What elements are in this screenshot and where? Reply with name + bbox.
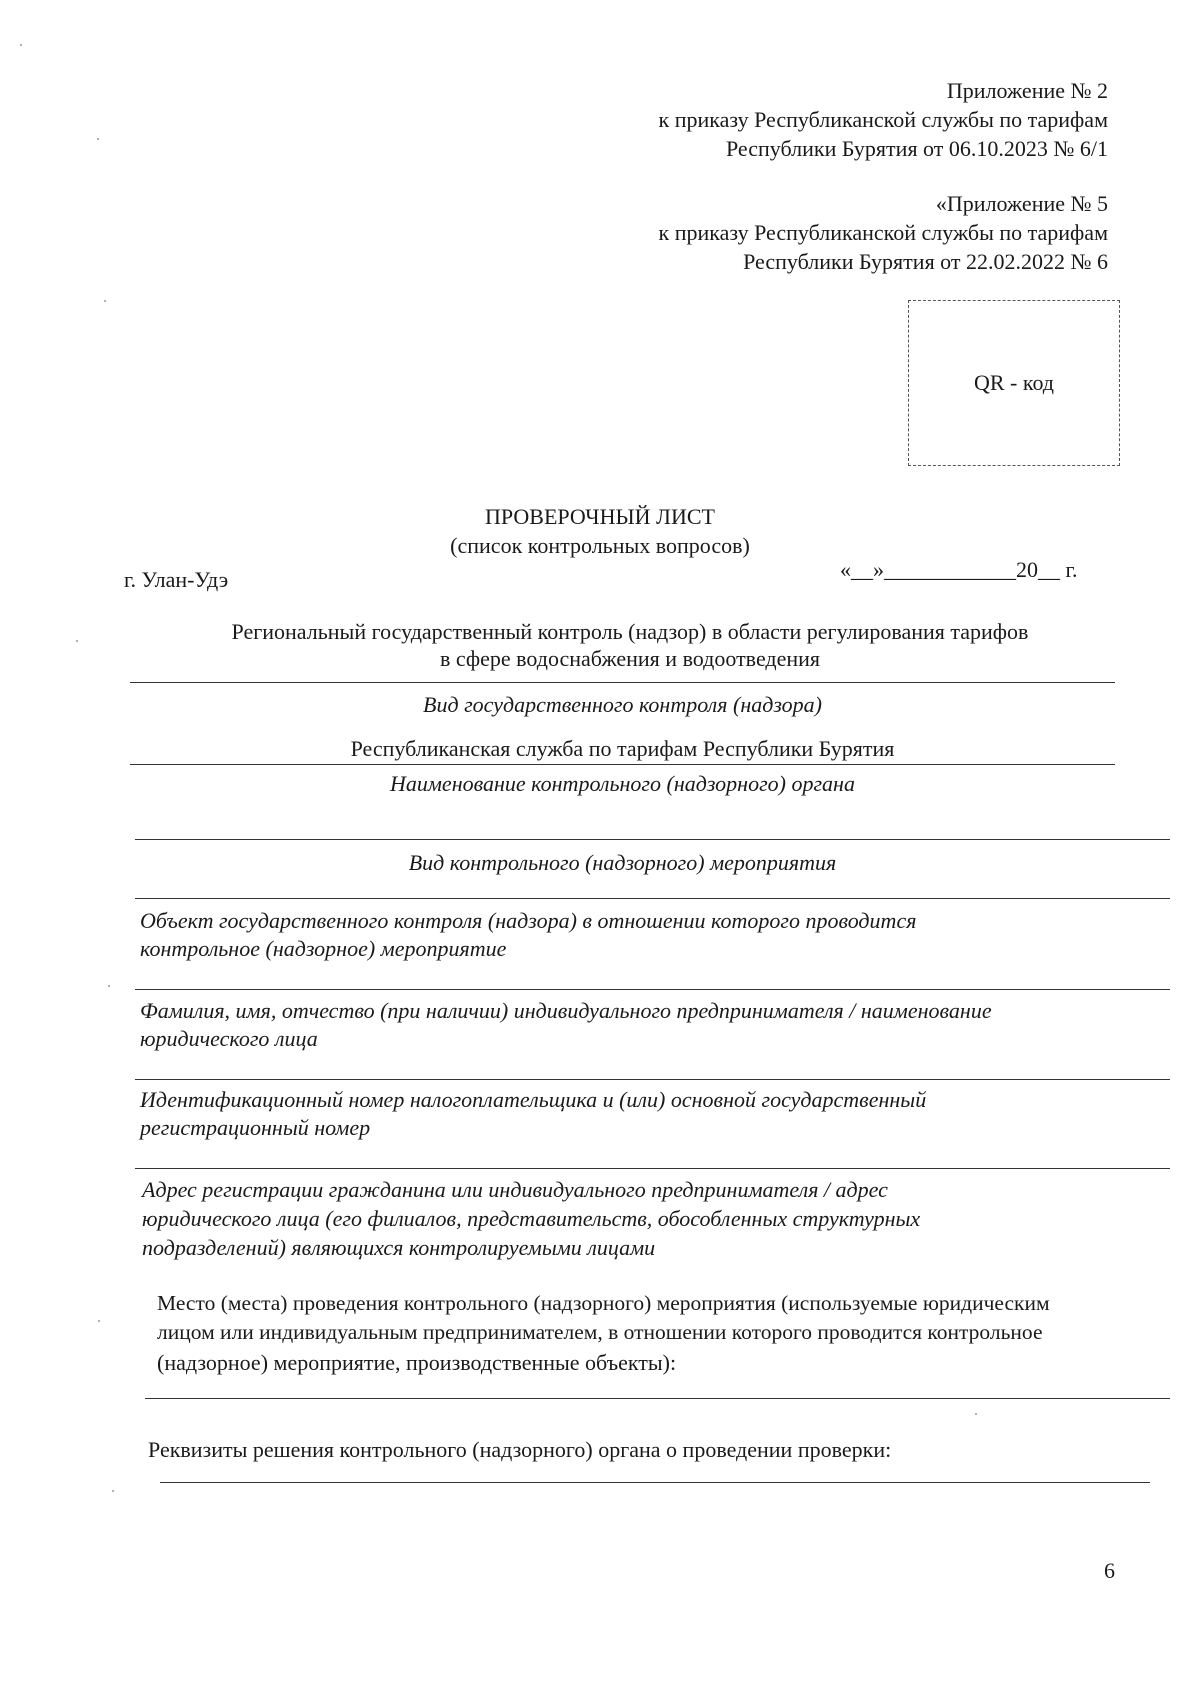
header-2-line-3: Республики Бурятия от 22.02.2022 № 6 xyxy=(743,249,1108,274)
scan-speck xyxy=(108,985,110,987)
object-caption-line-2: контрольное (надзорное) мероприятие xyxy=(140,936,507,961)
address-underline xyxy=(135,1168,1170,1169)
document-title: ПРОВЕРОЧНЫЙ ЛИСТ xyxy=(485,504,715,529)
authority-underline xyxy=(130,764,1115,765)
control-type-line-2: в сфере водоснабжения и водоотведения xyxy=(439,646,821,671)
place-line-1: Место (места) проведения контрольного (надзорного) мероприятия (используемые юридическим xyxy=(157,1291,1050,1315)
scan-speck xyxy=(97,138,99,140)
header-1-line-1: Приложение № 2 xyxy=(946,78,1108,103)
address-caption-line-3: подразделений) являющихся контролируемыми лицами xyxy=(142,1235,656,1260)
place-underline xyxy=(145,1398,1170,1399)
header-2-line-1: «Приложение № 5 xyxy=(935,191,1108,216)
control-type-line-1: Региональный государственный контроль (надзор) в области регулирования тарифов xyxy=(231,619,1029,644)
authority-name: Республиканская служба по тарифам Республики Бурятия xyxy=(350,736,895,761)
header-2-line-2: к приказу Республиканской службы по тарифам xyxy=(658,220,1108,245)
scan-speck xyxy=(104,300,106,302)
page-number: 6 xyxy=(1104,1558,1115,1583)
event-type-caption: Вид контрольного (надзорного) мероприятия xyxy=(408,850,837,875)
place-line-3: (надзорное) мероприятие, производственные объекты): xyxy=(157,1350,677,1375)
header-appendix-2 xyxy=(659,76,1108,163)
date-field: «__»____________20__ г. xyxy=(840,557,1078,582)
header-1-line-2: к приказу Республиканской службы по тарифам xyxy=(658,107,1108,132)
scan-speck xyxy=(975,1413,977,1415)
scan-speck xyxy=(112,1490,114,1492)
place-line-2: лицом или индивидуальным предпринимателем, в отношении которого проводится контрольное xyxy=(157,1320,1043,1344)
control-type-underline xyxy=(130,682,1115,683)
qr-code-box xyxy=(908,300,1120,466)
document-subtitle: (список контрольных вопросов) xyxy=(450,533,750,558)
scan-speck xyxy=(76,640,78,642)
event-type-underline xyxy=(135,839,1170,840)
qr-code-label: QR - код xyxy=(973,370,1055,395)
name-caption-line-2: юридического лица xyxy=(140,1026,318,1051)
header-1-line-3: Республики Бурятия от 06.10.2023 № 6/1 xyxy=(725,136,1108,161)
name-caption-line-1: Фамилия, имя, отчество (при наличии) индивидуального предпринимателя / наименование xyxy=(140,998,992,1023)
control-type-caption: Вид государственного контроля (надзора) xyxy=(423,692,822,717)
object-caption-line-1: Объект государственного контроля (надзора) в отношении которого проводится xyxy=(140,908,917,933)
inn-caption-line-1: Идентификационный номер налогоплательщика и (или) основной государственный xyxy=(140,1087,927,1112)
scan-speck xyxy=(20,44,22,46)
inn-underline xyxy=(135,1079,1170,1080)
header-appendix-5 xyxy=(659,189,1108,276)
object-underline xyxy=(135,898,1170,899)
city-label: г. Улан-Удэ xyxy=(124,567,229,592)
address-caption-line-2: юридического лица (его филиалов, представительств, обособленных структурных xyxy=(142,1206,921,1231)
requisites-underline xyxy=(160,1482,1150,1483)
address-caption-line-1: Адрес регистрации гражданина или индивидуального предпринимателя / адрес xyxy=(142,1177,888,1202)
scan-speck xyxy=(98,1320,100,1322)
inn-caption-line-2: регистрационный номер xyxy=(140,1115,371,1140)
name-underline xyxy=(135,989,1170,990)
authority-caption: Наименование контрольного (надзорного) органа xyxy=(390,771,855,796)
requisites-label: Реквизиты решения контрольного (надзорного) органа о проведении проверки: xyxy=(148,1437,892,1462)
